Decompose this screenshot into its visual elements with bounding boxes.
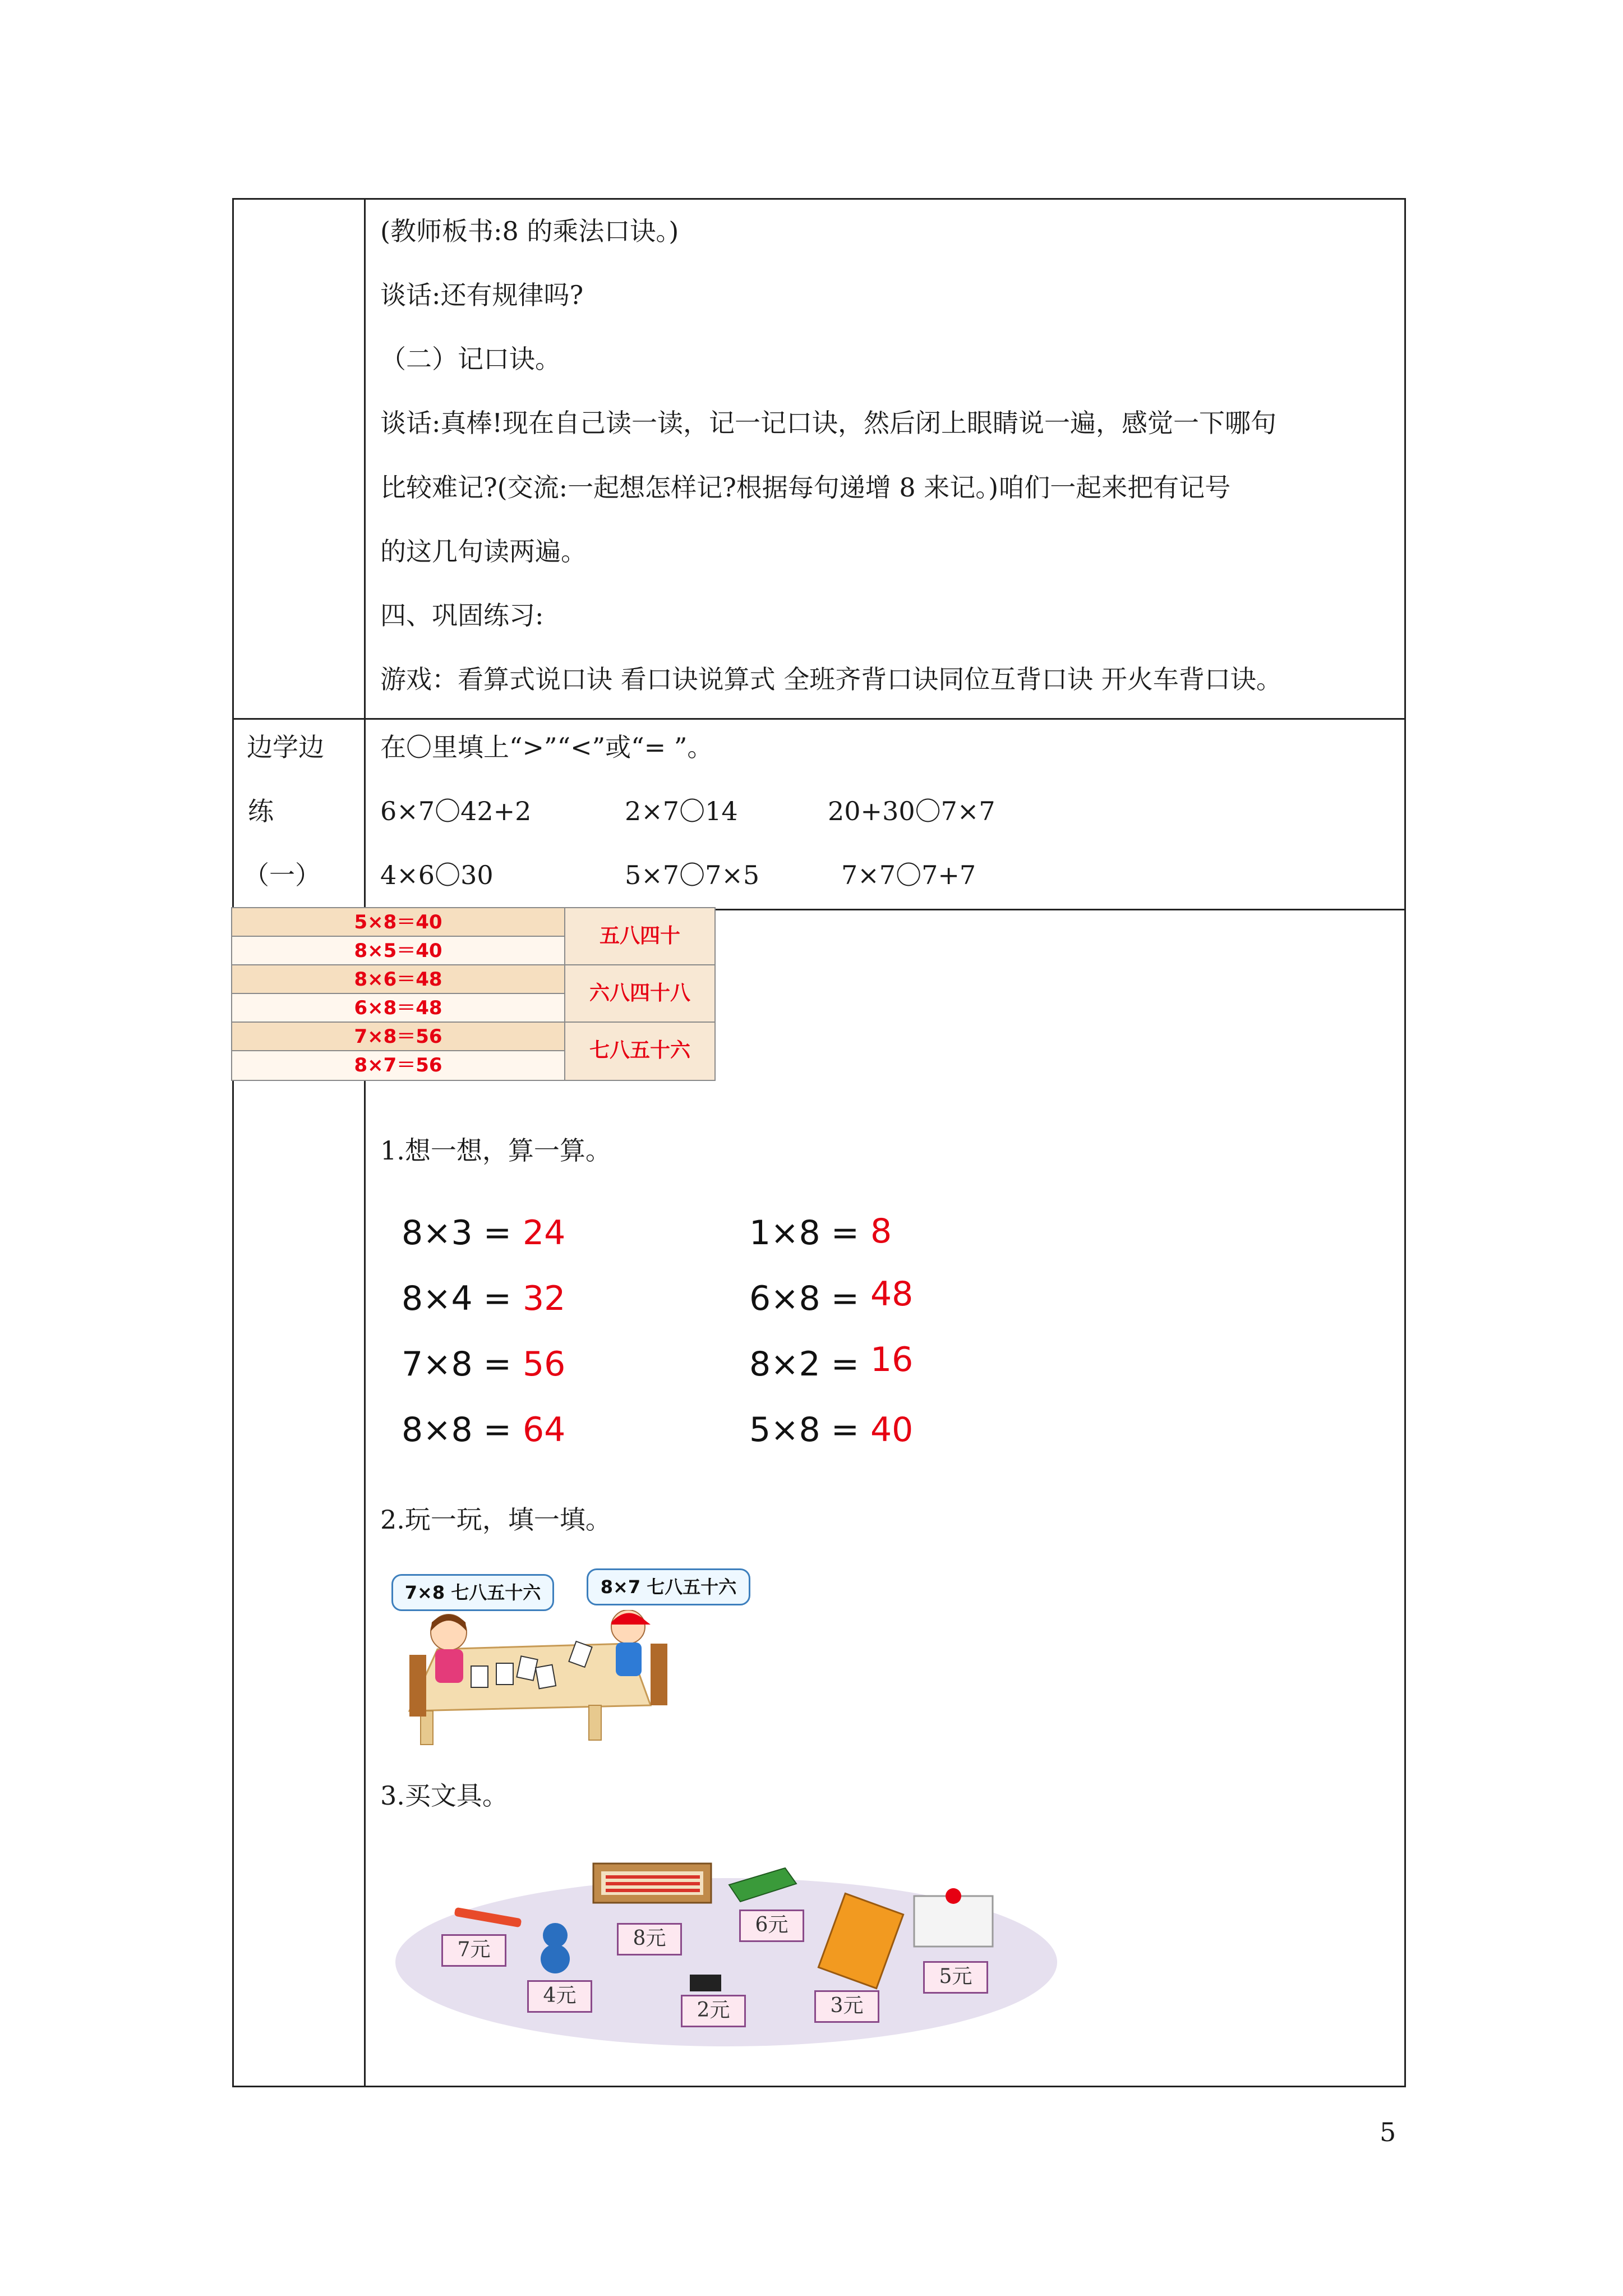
table-border-right: [1404, 198, 1406, 2087]
equation-expr: 8×2 =: [749, 1345, 859, 1384]
text-line: 游戏：看算式说口诀 看口诀说算式 全班齐背口诀同位互背口诀 开火车背口诀。: [380, 664, 1282, 694]
equation-answer: 48: [870, 1274, 914, 1314]
equation-answer: 56: [523, 1345, 566, 1384]
table-border-left: [232, 198, 234, 2087]
price-tag-pencil-box: 8元: [617, 1923, 682, 1955]
compare-exercise: 20+30〇7×7: [828, 796, 995, 826]
column-divider: [364, 198, 366, 2087]
page-number: 5: [1380, 2117, 1396, 2147]
equation-answer: 16: [870, 1340, 914, 1379]
text-line: 的这几句读两遍。: [380, 536, 587, 567]
equation-expr: 6×8 =: [749, 1279, 859, 1318]
equation-expr: 1×8 =: [749, 1213, 859, 1253]
table-border-bottom: [232, 2086, 1406, 2087]
q3-title: 3.买文具。: [380, 1780, 508, 1811]
mult-row: 7×8＝56: [232, 1023, 564, 1051]
text-line: (教师板书:8 的乘法口诀。): [380, 216, 679, 246]
koujue-cell: 五八四十: [564, 908, 714, 965]
equation-answer: 32: [523, 1279, 566, 1318]
compare-exercise: 6×7〇42+2: [380, 796, 532, 826]
compare-exercise: 2×7〇14: [625, 796, 738, 826]
mult-row: 5×8＝40: [232, 908, 564, 937]
price-tag-notebook: 3元: [814, 1990, 879, 2023]
text-line: （二）记口诀。: [380, 344, 561, 374]
row2-label-line: 练: [248, 796, 274, 826]
row2-label-line: （一）: [243, 860, 321, 890]
text-line: 四、巩固练习:: [380, 600, 544, 631]
compare-exercise: 5×7〇7×5: [625, 860, 760, 890]
price-tag-eraser: 2元: [681, 1995, 746, 2027]
price-tag-pen: 7元: [441, 1934, 506, 1967]
equation-expr: 8×4 =: [402, 1279, 511, 1318]
equation-expr: 8×3 =: [402, 1213, 511, 1253]
compare-exercise: 7×7〇7+7: [841, 860, 976, 890]
equation-answer: 8: [870, 1212, 892, 1251]
equation-answer: 64: [523, 1410, 566, 1450]
price-tag-sharpener: 4元: [527, 1980, 592, 2013]
row-divider-1: [232, 718, 1406, 720]
mult-row: 8×6＝48: [232, 965, 564, 994]
equation-answer: 40: [870, 1410, 914, 1450]
speech-bubble-left: 7×8 七八五十六: [391, 1574, 554, 1611]
price-tag-case: 6元: [739, 1910, 804, 1942]
mult-row: 8×5＝40: [232, 937, 564, 965]
compare-instruction: 在〇里填上“>”“<”或“= ”。: [380, 732, 713, 762]
q2-title: 2.玩一玩，填一填。: [380, 1504, 611, 1535]
q1-title: 1.想一想，算一算。: [380, 1135, 611, 1166]
multiplication-table-figure: [231, 907, 716, 1081]
speech-bubble-right: 8×7 七八五十六: [587, 1568, 750, 1605]
text-line: 谈话:还有规律吗?: [380, 280, 584, 310]
children-at-table-picture: [387, 1610, 701, 1750]
compare-exercise: 4×6〇30: [380, 860, 494, 890]
mult-row: 8×7＝56: [232, 1051, 564, 1080]
price-tag-gift-box: 5元: [923, 1961, 988, 1994]
equation-expr: 5×8 =: [749, 1410, 859, 1450]
text-line: 比较难记?(交流:一起想怎样记?根据每句递增 8 来记。)咱们一起来把有记号: [380, 472, 1231, 503]
text-line: 谈话:真棒!现在自己读一读，记一记口诀，然后闭上眼睛说一遍，感觉一下哪句: [380, 408, 1276, 438]
equation-expr: 7×8 =: [402, 1345, 511, 1384]
koujue-cell: 七八五十六: [564, 1023, 714, 1080]
koujue-cell: 六八四十八: [564, 965, 714, 1023]
mult-row: 6×8＝48: [232, 994, 564, 1023]
table-border-top: [232, 198, 1406, 200]
equation-expr: 8×8 =: [402, 1410, 511, 1450]
equation-answer: 24: [523, 1213, 566, 1253]
row2-label-line: 边学边: [247, 732, 324, 762]
